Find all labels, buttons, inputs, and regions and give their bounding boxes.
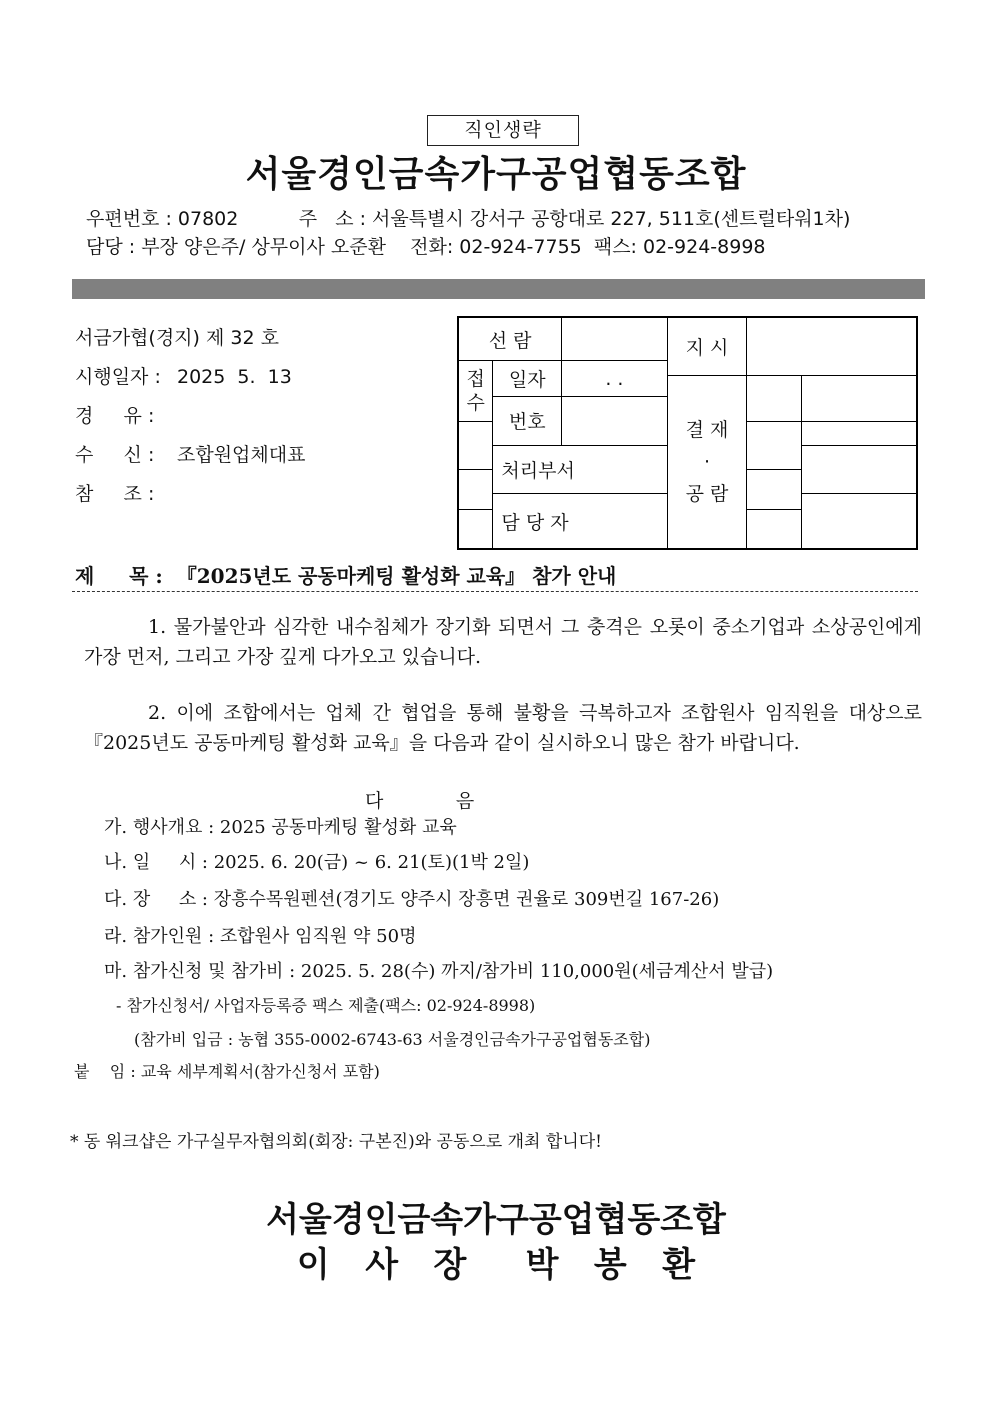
- approval-text-bottom: 공 람: [685, 483, 729, 505]
- receipt-number-value: [562, 396, 667, 445]
- doc-number: 서금가협(경지) 제 32 호: [75, 327, 279, 349]
- org-title: 서울경인금속가구공업협동조합: [245, 154, 747, 195]
- subject-divider: [72, 591, 918, 592]
- date-row: [75, 362, 292, 389]
- footer-signer: 이 사 장 박 봉 환: [296, 1245, 696, 1285]
- event-item: 나. 일 시 : 2025. 6. 20(금) ~ 6. 21(토)(1박 2일): [104, 852, 530, 873]
- person-cell: [802, 494, 917, 549]
- view-label: 선 람: [458, 317, 562, 361]
- address-line: 우편번호 : 07802 주 소 : 서울특별시 강서구 공항대로 227, 511호(센트럴타워1차): [86, 208, 851, 230]
- approval-table: [457, 316, 918, 550]
- recipient-row: [75, 440, 305, 467]
- header-divider-bar: [72, 279, 925, 299]
- event-item: 라. 참가인원 : 조합원사 임직원 약 50명: [104, 926, 417, 947]
- approval-cell: [747, 376, 802, 422]
- approval-cell: [747, 421, 802, 469]
- approval-cell: [802, 376, 917, 422]
- recipient-label: 수 신 :: [75, 444, 155, 466]
- event-item: 마. 참가신청 및 참가비 : 2025. 5. 28(수) 까지/참가비 110,000원(세금계산서 발급): [104, 961, 774, 982]
- subject-label: 제 목 :: [75, 564, 163, 588]
- person-label: 담 당 자: [493, 494, 667, 549]
- paragraph-1: 1. 물가불안과 심각한 내수침체가 장기화 되면서 그 충격은 오롯이 중소기업과 소상공인에게 가장 먼저, 그리고 가장 깊게 다가오고 있습니다.: [84, 616, 922, 668]
- reference-label: 참 조 :: [75, 483, 155, 505]
- joint-note: * 동 워크샵은 가구실무자협의회(회장: 구본진)와 공동으로 개최 합니다!: [70, 1132, 602, 1152]
- event-item: 다. 장 소 : 장흥수목원펜션(경기도 양주시 장흥면 권율로 309번길 167-26): [104, 889, 720, 910]
- paragraph-2: 2. 이에 조합에서는 업체 간 협업을 통해 불황을 극복하고자 조합원사 임직원을 대상으로 『2025년도 공동마케팅 활성화 교육』을 다음과 같이 실시하오니 많은 참가 바랍니다.: [84, 702, 922, 754]
- footer-org-name: 서울경인금속가구공업협동조합: [266, 1200, 726, 1240]
- approval-cell: [458, 470, 493, 510]
- subject-line: [75, 560, 616, 589]
- date-value: 2025 5. 13: [177, 366, 292, 388]
- below-heading: 다 음: [365, 790, 475, 812]
- instruct-cell: [747, 317, 917, 376]
- approval-cell: [747, 470, 802, 510]
- event-subitem: (참가비 입금 : 농협 355-0002-6743-63 서울경인금속가구공업협동조합): [134, 1030, 651, 1049]
- seal-omitted-box: 직인생략: [427, 115, 579, 146]
- approval-cell: [458, 421, 493, 469]
- via-row: [75, 401, 177, 428]
- reference-row: [75, 479, 177, 506]
- receipt-label: 접수: [458, 361, 493, 422]
- receipt-date-label: 일자: [493, 361, 562, 397]
- dept-cell: [802, 446, 917, 494]
- event-subitem: - 참가신청서/ 사업자등록증 팩스 제출(팩스: 02-924-8998): [116, 996, 536, 1015]
- date-label: 시행일자 :: [75, 366, 161, 388]
- approval-text-dot: ·: [703, 451, 710, 473]
- approval-text-top: 결 재: [685, 419, 729, 441]
- subject-text: 『2025년도 공동마케팅 활성화 교육』 참가 안내: [176, 564, 617, 588]
- approval-label: [667, 376, 747, 550]
- event-item: 가. 행사개요 : 2025 공동마케팅 활성화 교육: [104, 817, 457, 838]
- contact-line: 담당 : 부장 양은주/ 상무이사 오준환 전화: 02-924-7755 팩스: 02-924-8998: [86, 236, 766, 258]
- view-cell: [562, 317, 667, 361]
- instruct-label: 지 시: [667, 317, 747, 376]
- via-label: 경 유 :: [75, 405, 155, 427]
- receipt-date-value: . .: [562, 361, 667, 397]
- dept-label: 처리부서: [493, 446, 667, 494]
- recipient-value: 조합원업체대표: [177, 444, 306, 466]
- attachment-line: 붙 임 : 교육 세부계획서(참가신청서 포함): [74, 1062, 380, 1081]
- receipt-number-label: 번호: [493, 396, 562, 445]
- approval-cell: [458, 509, 493, 549]
- approval-cell: [747, 509, 802, 549]
